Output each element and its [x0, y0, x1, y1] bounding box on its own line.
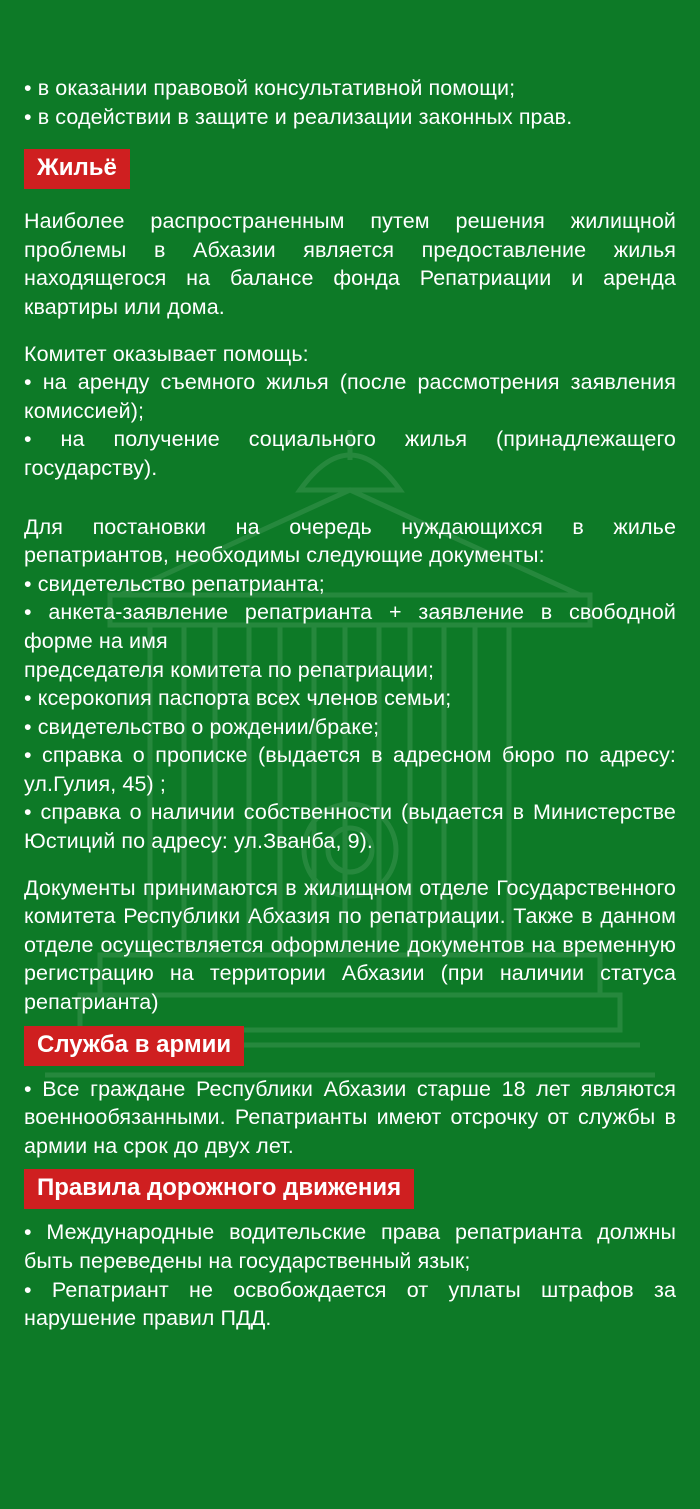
- housing-paragraph-5: Документы принимаются в жилищном отделе Государственного комитета Республики Абхазия по репатриации. Также в данном отделе осуществляется оформление документов на временную регистрацию на территории Абхазии (при наличии статуса репатрианта): [24, 875, 676, 1015]
- section-heading-army-row: [24, 1026, 676, 1066]
- housing-bullet-3: • свидетельство репатрианта;: [24, 571, 325, 596]
- intro-bullet-1: • в оказании правовой консультативной помощи;: [24, 76, 516, 100]
- housing-bullet-5: • ксерокопия паспорта всех членов семьи;: [24, 686, 452, 711]
- housing-paragraph-4: председателя комитета по репатриации;: [24, 657, 435, 682]
- army-bullet-1: • Все граждане Республики Абхазии старше 18 лет являются военнообязанными. Репатрианты имеют отсрочку от службы в армии на срок до двух лет.: [24, 1076, 676, 1158]
- section-heading-housing-row: [24, 149, 676, 189]
- housing-paragraph-3: Для постановки на очередь нуждающихся в жилье репатриантов, необходимы следующие документы:: [24, 514, 676, 568]
- housing-bullet-2: • на получение социального жилья (принадлежащего государству).: [24, 427, 676, 480]
- housing-paragraph-1: Наиболее распространенным путем решения жилищной проблемы в Абхазии является предоставление жилья находящегося на балансе фонда Репатриации и аренда квартиры или дома.: [24, 209, 676, 319]
- housing-bullet-6: • свидетельство о рождении/браке;: [24, 714, 380, 739]
- housing-bullet-8: • справка о наличии собственности (выдается в Министерстве Юстиций по адресу: ул.Званба, 9).: [24, 800, 676, 854]
- traffic-bullet-2: • Репатриант не освобождается от уплаты штрафов за нарушение правил ПДД.: [24, 1277, 676, 1331]
- housing-bullet-4: • анкета-заявление репатрианта + заявление в свободной форме на имя: [24, 600, 676, 653]
- section-heading-housing: Жильё: [24, 149, 130, 189]
- section-heading-traffic-row: [24, 1169, 676, 1209]
- intro-bullet-2: • в содействии в защите и реализации законных прав.: [24, 104, 573, 129]
- housing-bullet-1: • на аренду съемного жилья (после рассмотрения заявления комиссией);: [24, 370, 676, 423]
- section-heading-army: Служба в армии: [24, 1026, 244, 1066]
- housing-paragraph-2: Комитет оказывает помощь:: [24, 341, 309, 366]
- housing-bullet-7: • справка о прописке (выдается в адресном бюро по адресу: ул.Гулия, 45) ;: [24, 743, 676, 796]
- traffic-bullet-1: • Международные водительские права репатрианта должны быть переведены на государственный язык;: [24, 1220, 676, 1273]
- section-heading-traffic: Правила дорожного движения: [24, 1169, 414, 1209]
